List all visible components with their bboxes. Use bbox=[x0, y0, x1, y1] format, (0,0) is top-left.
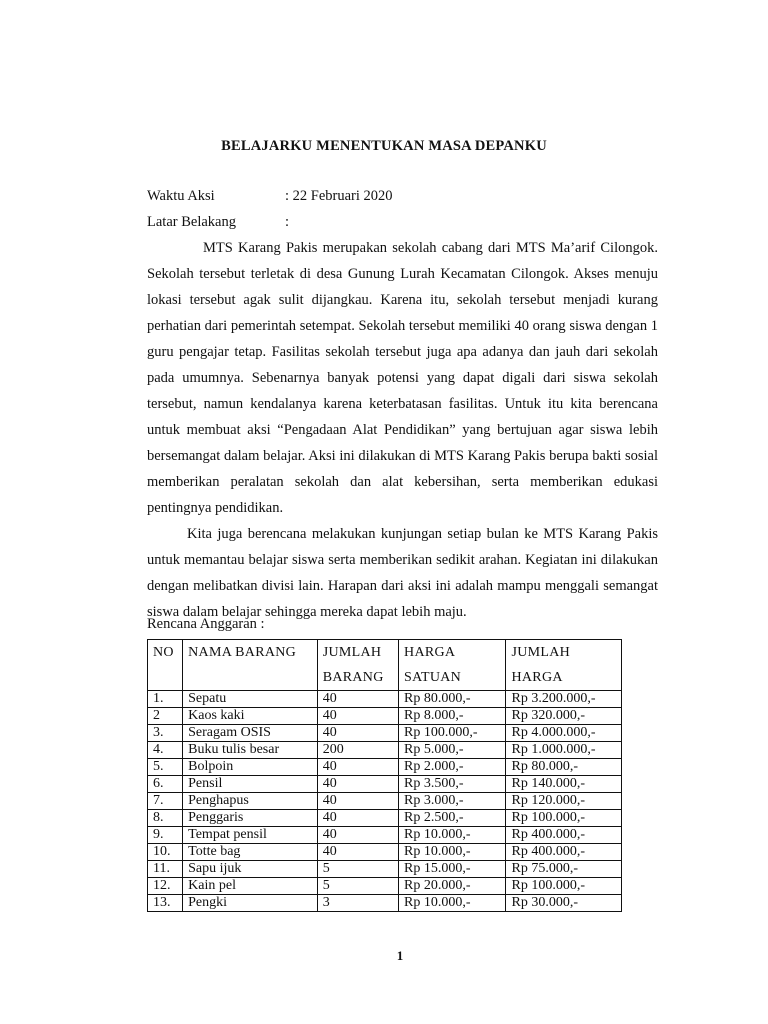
cell-name: Bolpoin bbox=[183, 759, 318, 776]
cell-no: 10. bbox=[148, 844, 183, 861]
budget-table bbox=[147, 639, 622, 912]
cell-name: Kaos kaki bbox=[183, 708, 318, 725]
table-header-row bbox=[148, 640, 622, 691]
cell-price: Rp 2.000,- bbox=[399, 759, 506, 776]
table-row bbox=[148, 793, 622, 810]
cell-name: Totte bag bbox=[183, 844, 318, 861]
cell-qty: 40 bbox=[317, 827, 398, 844]
cell-total: Rp 120.000,- bbox=[506, 793, 622, 810]
budget-label: Rencana Anggaran : bbox=[147, 616, 265, 632]
body-text bbox=[147, 235, 658, 625]
table-row bbox=[148, 776, 622, 793]
cell-price: Rp 8.000,- bbox=[399, 708, 506, 725]
cell-total: Rp 80.000,- bbox=[506, 759, 622, 776]
latar-belakang-value: : bbox=[285, 214, 290, 230]
cell-qty: 40 bbox=[317, 844, 398, 861]
cell-name: Kain pel bbox=[183, 878, 318, 895]
cell-no: 12. bbox=[148, 878, 183, 895]
cell-price: Rp 3.500,- bbox=[399, 776, 506, 793]
cell-no: 7. bbox=[148, 793, 183, 810]
cell-qty: 40 bbox=[317, 810, 398, 827]
cell-name: Penggaris bbox=[183, 810, 318, 827]
cell-price: Rp 10.000,- bbox=[399, 844, 506, 861]
waktu-aksi-label: Waktu Aksi bbox=[147, 188, 215, 204]
cell-total: Rp 320.000,- bbox=[506, 708, 622, 725]
cell-price: Rp 5.000,- bbox=[399, 742, 506, 759]
latar-belakang-label: Latar Belakang bbox=[147, 214, 236, 230]
latar-belakang-row bbox=[147, 212, 289, 232]
cell-total: Rp 3.200.000,- bbox=[506, 691, 622, 708]
cell-no: 6. bbox=[148, 776, 183, 793]
page-number: 1 bbox=[396, 948, 404, 963]
cell-price: Rp 80.000,- bbox=[399, 691, 506, 708]
cell-total: Rp 75.000,- bbox=[506, 861, 622, 878]
cell-total: Rp 100.000,- bbox=[506, 810, 622, 827]
cell-price: Rp 20.000,- bbox=[399, 878, 506, 895]
cell-qty: 40 bbox=[317, 708, 398, 725]
table-row bbox=[148, 895, 622, 912]
cell-total: Rp 4.000.000,- bbox=[506, 725, 622, 742]
cell-no: 9. bbox=[148, 827, 183, 844]
cell-qty: 40 bbox=[317, 725, 398, 742]
header-price: HARGA SATUAN bbox=[399, 640, 506, 691]
cell-no: 4. bbox=[148, 742, 183, 759]
cell-price: Rp 2.500,- bbox=[399, 810, 506, 827]
cell-no: 11. bbox=[148, 861, 183, 878]
cell-qty: 40 bbox=[317, 793, 398, 810]
waktu-aksi-row bbox=[147, 186, 393, 206]
cell-name: Tempat pensil bbox=[183, 827, 318, 844]
cell-total: Rp 400.000,- bbox=[506, 827, 622, 844]
table-row bbox=[148, 827, 622, 844]
cell-qty: 200 bbox=[317, 742, 398, 759]
paragraph-1: MTS Karang Pakis merupakan sekolah cabang dari MTS Ma’arif Cilongok. Sekolah tersebut terletak di desa Gunung Lurah Kecamatan Cilongok. Akses menuju lokasi tersebut agak sulit dijangkau. Karena itu, sekolah tersebut menjadi kurang perhatian dari pemerintah setempat. Sekolah tersebut memiliki 40 orang siswa dengan 1 guru pengajar tetap. Fasilitas sekolah tersebut juga apa adanya dan jauh dari sekolah pada umumnya. Sebenarnya banyak potensi yang dapat digali dari siswa sekolah tersebut, namun kendalanya karena keterbatasan fasilitas. Untuk itu kita berencana untuk membuat aksi “Pengadaan Alat Pendidikan” yang bertujuan agar siswa lebih bersemangat dalam belajar. Aksi ini dilakukan di MTS Karang Pakis berupa bakti sosial memberikan peralatan sekolah dan alat kebersihan, serta memberikan edukasi pentingnya pendidikan. bbox=[147, 240, 658, 516]
cell-qty: 40 bbox=[317, 759, 398, 776]
table-row bbox=[148, 742, 622, 759]
cell-total: Rp 140.000,- bbox=[506, 776, 622, 793]
table-row bbox=[148, 861, 622, 878]
document-title: BELAJARKU MENENTUKAN MASA DEPANKU bbox=[221, 138, 547, 154]
cell-no: 13. bbox=[148, 895, 183, 912]
header-name: NAMA BARANG bbox=[183, 640, 318, 691]
cell-name: Sepatu bbox=[183, 691, 318, 708]
table-row bbox=[148, 759, 622, 776]
header-qty: JUMLAH BARANG bbox=[317, 640, 398, 691]
cell-qty: 5 bbox=[317, 861, 398, 878]
cell-qty: 40 bbox=[317, 776, 398, 793]
cell-name: Buku tulis besar bbox=[183, 742, 318, 759]
cell-qty: 3 bbox=[317, 895, 398, 912]
cell-total: Rp 30.000,- bbox=[506, 895, 622, 912]
table-row bbox=[148, 878, 622, 895]
cell-name: Pensil bbox=[183, 776, 318, 793]
header-total: JUMLAH HARGA bbox=[506, 640, 622, 691]
table-row bbox=[148, 691, 622, 708]
cell-price: Rp 10.000,- bbox=[399, 827, 506, 844]
cell-total: Rp 100.000,- bbox=[506, 878, 622, 895]
paragraph-2: Kita juga berencana melakukan kunjungan setiap bulan ke MTS Karang Pakis untuk memantau belajar siswa serta memberikan sedikit arahan. Kegiatan ini dilakukan dengan melibatkan divisi lain. Harapan dari aksi ini adalah mampu menggali semangat siswa dalam belajar sehingga mereka dapat lebih maju. bbox=[147, 526, 658, 620]
cell-price: Rp 15.000,- bbox=[399, 861, 506, 878]
cell-no: 8. bbox=[148, 810, 183, 827]
cell-name: Pengki bbox=[183, 895, 318, 912]
cell-no: 2 bbox=[148, 708, 183, 725]
cell-total: Rp 400.000,- bbox=[506, 844, 622, 861]
cell-price: Rp 100.000,- bbox=[399, 725, 506, 742]
table-row bbox=[148, 810, 622, 827]
cell-no: 5. bbox=[148, 759, 183, 776]
cell-total: Rp 1.000.000,- bbox=[506, 742, 622, 759]
table-row bbox=[148, 725, 622, 742]
cell-name: Sapu ijuk bbox=[183, 861, 318, 878]
cell-no: 3. bbox=[148, 725, 183, 742]
cell-no: 1. bbox=[148, 691, 183, 708]
cell-name: Penghapus bbox=[183, 793, 318, 810]
waktu-aksi-value: : 22 Februari 2020 bbox=[285, 188, 393, 204]
header-no: NO bbox=[148, 640, 183, 691]
table-row bbox=[148, 844, 622, 861]
cell-name: Seragam OSIS bbox=[183, 725, 318, 742]
table-row bbox=[148, 708, 622, 725]
cell-price: Rp 10.000,- bbox=[399, 895, 506, 912]
cell-qty: 40 bbox=[317, 691, 398, 708]
cell-qty: 5 bbox=[317, 878, 398, 895]
cell-price: Rp 3.000,- bbox=[399, 793, 506, 810]
